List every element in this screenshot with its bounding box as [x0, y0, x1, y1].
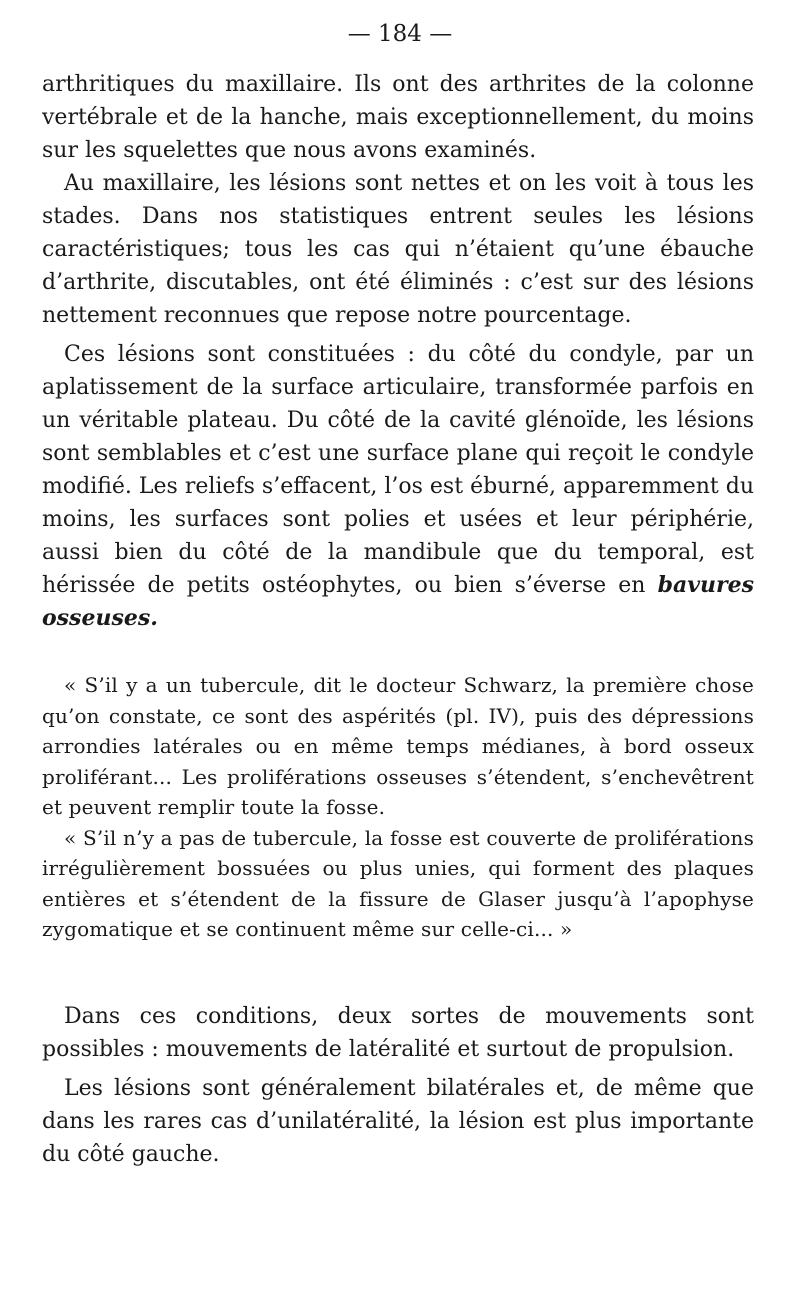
schwarz-quotation — [42, 670, 754, 945]
paragraph-mouvements: Dans ces conditions, deux sortes de mouvements sont possibles : mouvements de latéralité et surtout de propulsion. — [42, 1003, 754, 1062]
paragraph-maxillaire: Au maxillaire, les lésions sont nettes et on les voit à tous les stades. Dans nos statistiques entrent seules les lésions caractéristiques; tous les cas qui n’étaient qu’une ébauche d’arthrite, discutables, ont été éliminés : c’est sur des lésions nettement reconnues que repose notre pourcentage. — [42, 171, 754, 328]
emphasis-bavures-osseuses: bavures osseuses. — [42, 572, 754, 631]
paragraph-lesions — [42, 338, 754, 635]
page-body — [42, 68, 754, 1171]
paragraph-bilaterales: Les lésions sont généralement bilatérales et, de même que dans les rares cas d’unilatéralité, la lésion est plus importante du côté gauche. — [42, 1075, 754, 1167]
quote-sans-tubercule: « S’il n’y a pas de tubercule, la fosse est couverte de proliférations irrégulièrement bossuées ou plus unies, qui forment des plaques entières et s’étendent de la fissure de Glaser jusqu’à l’apophyse zygomatique et se continuent même sur celle-ci... » — [42, 825, 754, 941]
quote-tubercule: « S’il y a un tubercule, dit le docteur Schwarz, la première chose qu’on constate, ce sont des aspérités (pl. IV), puis des dépressions arrondies latérales ou en même temps médianes, à bord osseux proliférant... Les proliférations osseuses s’étendent, s’enchevêtrent et peuvent remplir toute la fosse. — [42, 673, 754, 819]
page-number: — 184 — — [347, 21, 453, 47]
paragraph-continuation: arthritiques du maxillaire. Ils ont des arthrites de la colonne vertébrale et de la hanche, mais exceptionnellement, du moins sur les squelettes que nous avons examinés. — [42, 72, 754, 163]
paragraph-lesions-text: Ces lésions sont constituées : du côté du condyle, par un aplatissement de la surface articulaire, transformée parfois en un véritable plateau. Du côté de la cavité glénoïde, les lésions sont semblables et c’est une surface plane qui reçoit le condyle modifié. Les reliefs s’effacent, l’os est éburné, apparemment du moins, les surfaces sont polies et usées et leur périphérie, aussi bien du côté de la mandibule que du temporal, est hérissée de petits ostéophytes, ou bien s’éverse en — [42, 342, 754, 598]
